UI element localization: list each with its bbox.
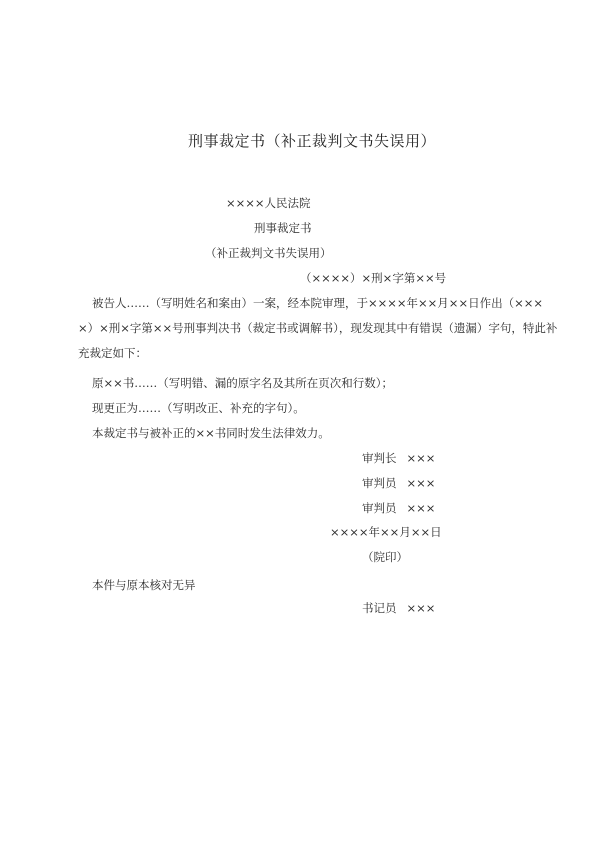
signature-judge-1	[362, 475, 435, 491]
document-subtitle: （补正裁判文书失误用）	[205, 246, 332, 260]
signature-name: ×××	[406, 476, 436, 490]
court-seal: （院印）	[362, 550, 408, 564]
signature-name: ×××	[406, 451, 436, 465]
signature-name: ×××	[406, 601, 436, 615]
correction-text-line: 现更正为……（写明改正、补充的字句）。	[92, 401, 305, 415]
signature-role: 审判员	[362, 476, 397, 490]
signature-role: 审判员	[362, 501, 397, 515]
document-date: ××××年××月××日	[330, 525, 442, 539]
case-number: （××××）×刑×字第××号	[300, 271, 447, 285]
signature-role: 审判长	[362, 451, 397, 465]
signature-name: ×××	[406, 501, 436, 515]
signature-clerk	[362, 600, 435, 616]
signature-chief-judge	[362, 450, 435, 466]
document-type: 刑事裁定书	[254, 221, 312, 235]
document-title: 刑事裁定书（补正裁判文书失误用）	[188, 132, 437, 150]
court-name: ××××人民法院	[226, 196, 311, 210]
original-text-line: 原××书……（写明错、漏的原字名及其所在页次和行数）；	[92, 376, 394, 390]
body-line-2: ×）×刑×字第××号刑事判决书（裁定书或调解书），现发现其中有错误（遗漏）字句，特此补	[78, 321, 558, 335]
body-line-3: 充裁定如下：	[78, 346, 147, 360]
copy-note: 本件与原本核对无异	[92, 578, 196, 592]
effect-text-line: 本裁定书与被补正的××书同时发生法律效力。	[92, 426, 330, 440]
body-line-1: 被告人……（写明姓名和案由）一案，经本院审理，于××××年××月××日作出（×××	[92, 296, 543, 310]
signature-role: 书记员	[362, 601, 397, 615]
signature-judge-2	[362, 500, 435, 516]
